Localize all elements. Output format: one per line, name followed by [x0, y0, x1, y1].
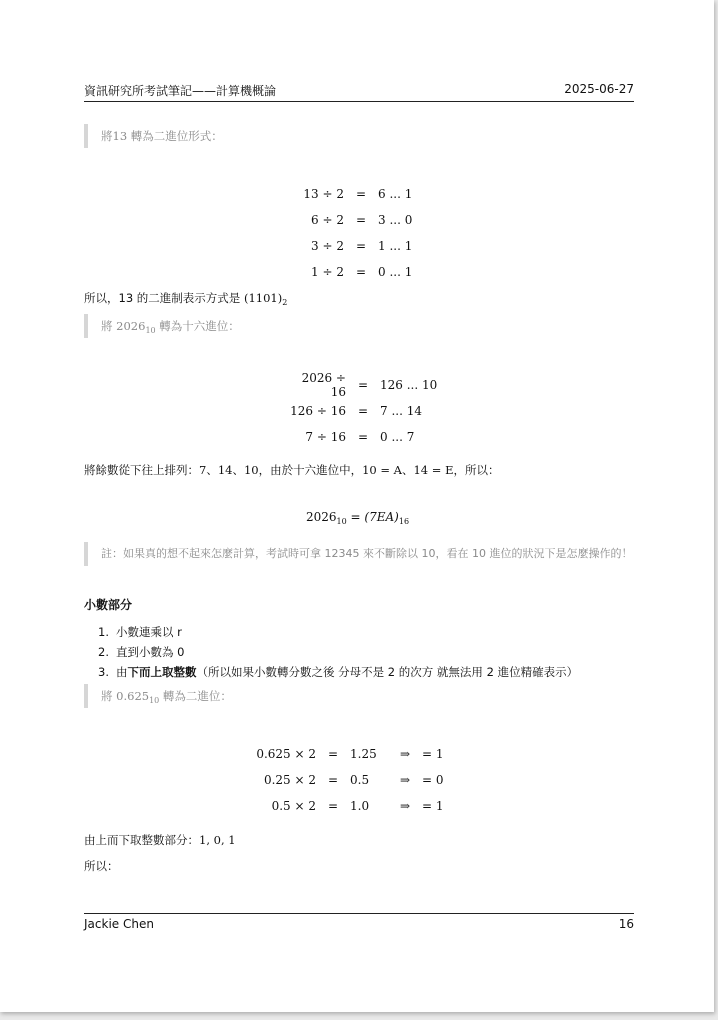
- equation-rhs: 0 ... 7: [380, 430, 415, 444]
- equals-sign: =: [357, 378, 369, 392]
- remainder-text: 將餘數從下往上排列：7、14、10，由於十六進位中，10 = A、14 = E，所以：: [84, 463, 500, 477]
- list-item: 3. 由下而上取整數（所以如果小數轉分數之後 分母不是 2 的次方 就無法用 2 進位精確表示）: [98, 665, 579, 679]
- note-convert-2026: 將 $2026_{10}$ 轉為十六進位：: [84, 314, 651, 338]
- page-header: [84, 82, 634, 102]
- result-13-text: 所以，13 的二進制表示方式是 $(1101)_2$: [84, 291, 288, 307]
- equation-rhs: 6 ... 1: [378, 187, 413, 201]
- equals-sign: =: [355, 213, 367, 227]
- list-item: 1. 小數連乘以 r: [98, 625, 182, 639]
- so-text: 所以：: [84, 859, 119, 873]
- multiplication-table: [252, 741, 484, 819]
- equation-rhs: 1.25: [350, 747, 377, 761]
- equation-lhs: 2026 ÷ 16: [301, 371, 346, 399]
- equation-rhs: 3 ... 0: [378, 213, 413, 227]
- note-convert-0625: 將 $0.625_{10}$ 轉為二進位：: [84, 684, 651, 708]
- equals-sign: =: [327, 773, 339, 787]
- equation-lhs: 0.25 × 2: [263, 773, 316, 787]
- equals-sign: =: [355, 239, 367, 253]
- equation-rhs: 126 ... 10: [380, 378, 438, 392]
- equals-sign: =: [355, 187, 367, 201]
- equation-lhs: 6 ÷ 2: [311, 213, 344, 227]
- equation-lhs: 3 ÷ 2: [311, 239, 344, 253]
- equals-sign: =: [357, 430, 369, 444]
- equals-sign: =: [327, 799, 339, 813]
- implies-arrow: ⇒: [399, 747, 411, 761]
- equation-rhs: 7 ... 14: [380, 404, 422, 418]
- equation-rhs: 0.5: [350, 773, 370, 787]
- equation-lhs: 1 ÷ 2: [311, 265, 344, 279]
- equation-result: = 0: [422, 773, 444, 787]
- division-table-13: [284, 181, 448, 285]
- equals-sign: =: [357, 404, 369, 418]
- integer-part-text: 由上而下取整數部分：1, 0, 1: [84, 833, 236, 847]
- header-title: 資訊研究所考試筆記——計算機概論: [84, 84, 277, 98]
- equation-lhs: 13 ÷ 2: [303, 187, 344, 201]
- equation-rhs: 1.0: [350, 799, 370, 813]
- hex-result-equation: $2026_{10} = (7EA)_{16}$: [306, 510, 410, 526]
- note-tip: 註：如果真的想不起來怎麼計算，考試時可拿 12345 來不斷除以 10，看在 10 進位的狀況下是怎麼操作的！: [84, 542, 651, 566]
- equation-result: = 1: [422, 799, 444, 813]
- division-table-2026: [284, 372, 450, 450]
- equation-lhs: 126 ÷ 16: [290, 404, 346, 418]
- note-convert-13: 將13 轉為二進位形式：: [84, 124, 651, 148]
- page-footer: [84, 913, 634, 931]
- equals-sign: =: [355, 265, 367, 279]
- list-item: 2. 直到小數為 0: [98, 645, 185, 659]
- equation-lhs: 7 ÷ 16: [305, 430, 346, 444]
- equation-result: = 1: [422, 747, 444, 761]
- section-title-decimal: 小數部分: [84, 598, 133, 612]
- equation-lhs: 0.625 × 2: [256, 747, 316, 761]
- implies-arrow: ⇒: [399, 799, 411, 813]
- header-date: 2025-06-27: [564, 82, 634, 96]
- steps-list: [98, 622, 578, 682]
- equation-rhs: 0 ... 1: [378, 265, 413, 279]
- footer-page-number: 16: [618, 917, 634, 931]
- footer-author: Jackie Chen: [84, 917, 154, 931]
- equals-sign: =: [327, 747, 339, 761]
- implies-arrow: ⇒: [399, 773, 411, 787]
- equation-rhs: 1 ... 1: [378, 239, 413, 253]
- equation-lhs: 0.5 × 2: [271, 799, 316, 813]
